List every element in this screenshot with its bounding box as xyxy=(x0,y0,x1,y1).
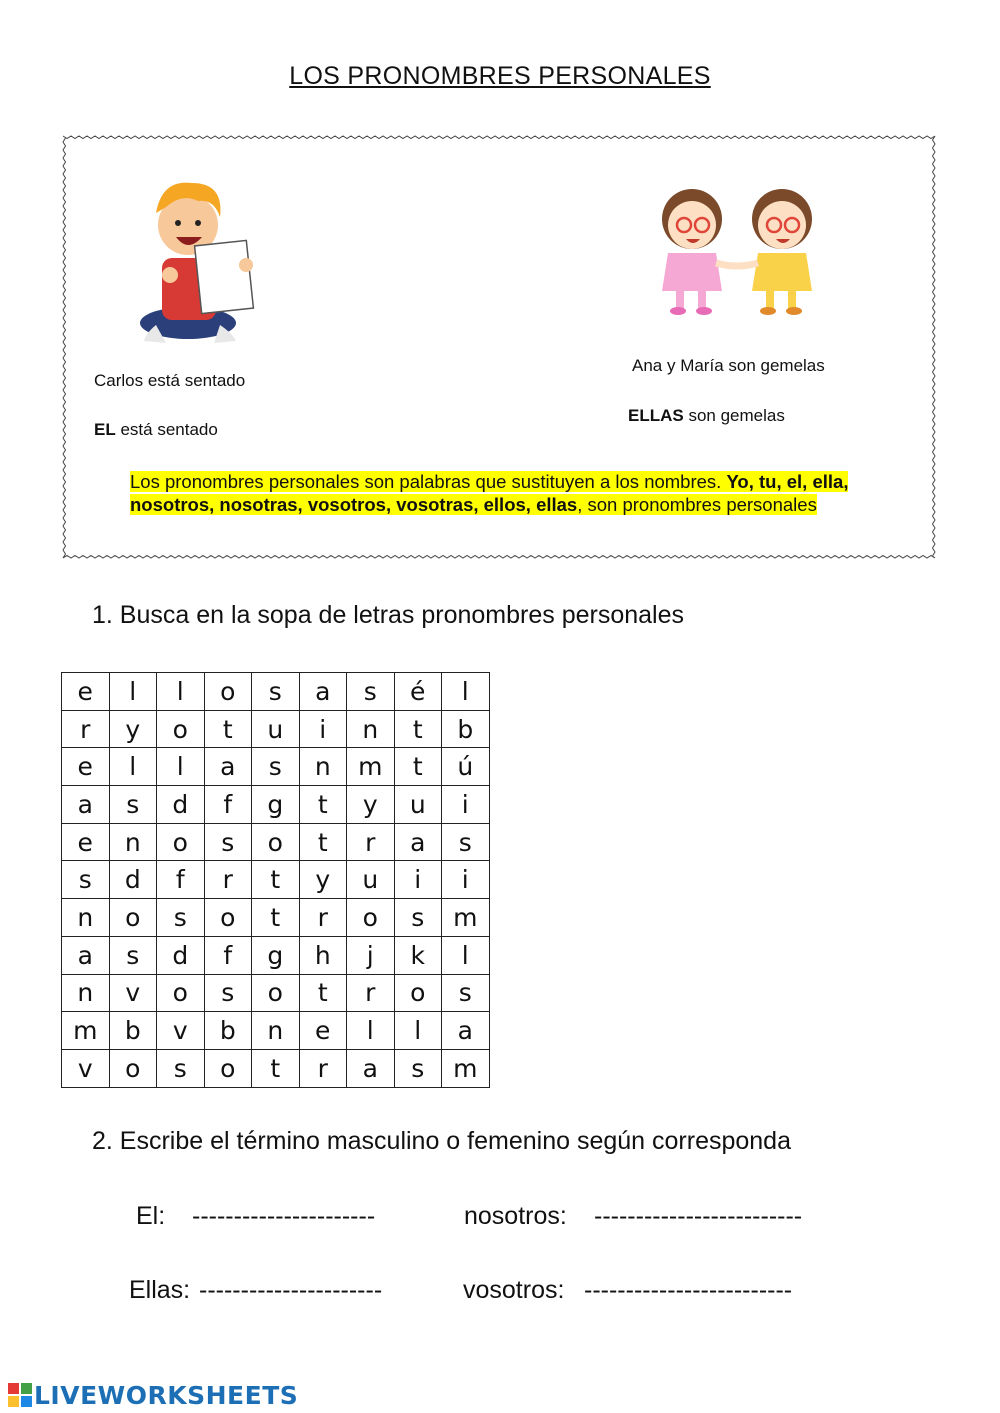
grid-row xyxy=(62,1049,490,1087)
grid-cell[interactable]: e xyxy=(62,673,110,711)
grid-cell[interactable]: s xyxy=(252,673,300,711)
grid-cell[interactable]: o xyxy=(109,1049,157,1087)
grid-cell[interactable]: t xyxy=(252,1049,300,1087)
grid-cell[interactable]: k xyxy=(394,936,442,974)
grid-cell[interactable]: n xyxy=(62,974,110,1012)
grid-cell[interactable]: y xyxy=(347,786,395,824)
grid-cell[interactable]: r xyxy=(299,899,347,937)
grid-cell[interactable]: s xyxy=(204,974,252,1012)
grid-cell[interactable]: t xyxy=(299,786,347,824)
grid-cell[interactable]: m xyxy=(347,748,395,786)
grid-row xyxy=(62,823,490,861)
grid-cell[interactable]: m xyxy=(442,899,490,937)
intro-box xyxy=(62,135,936,559)
grid-cell[interactable]: o xyxy=(204,899,252,937)
grid-cell[interactable]: l xyxy=(109,673,157,711)
grid-cell[interactable]: a xyxy=(62,786,110,824)
grid-cell[interactable]: b xyxy=(109,1012,157,1050)
grid-cell[interactable]: o xyxy=(204,1049,252,1087)
nosotros-blank[interactable]: ------------------------- xyxy=(594,1202,803,1230)
grid-cell[interactable]: r xyxy=(204,861,252,899)
definition-bold: Yo, tu, el, ella, nosotros, nosotras, vosotros, vosotras, ellos, ellas xyxy=(130,471,849,515)
question-2: 2. Escribe el término masculino o femenino según corresponda xyxy=(92,1127,791,1155)
grid-cell[interactable]: s xyxy=(442,823,490,861)
girls-caption: Ana y María son gemelas xyxy=(632,356,825,375)
grid-cell[interactable]: f xyxy=(157,861,205,899)
grid-row xyxy=(62,786,490,824)
grid-cell[interactable]: s xyxy=(394,899,442,937)
grid-cell[interactable]: e xyxy=(62,748,110,786)
grid-cell[interactable]: a xyxy=(204,748,252,786)
grid-cell[interactable]: t xyxy=(204,710,252,748)
grid-cell[interactable]: r xyxy=(62,710,110,748)
grid-row xyxy=(62,861,490,899)
grid-cell[interactable]: y xyxy=(109,710,157,748)
grid-cell[interactable]: n xyxy=(299,748,347,786)
grid-cell[interactable]: o xyxy=(157,974,205,1012)
grid-cell[interactable]: g xyxy=(252,786,300,824)
grid-cell[interactable]: l xyxy=(394,1012,442,1050)
grid-row xyxy=(62,673,490,711)
grid-cell[interactable]: t xyxy=(252,861,300,899)
boy-illustration xyxy=(136,173,266,353)
grid-cell[interactable]: i xyxy=(394,861,442,899)
grid-cell[interactable]: f xyxy=(204,786,252,824)
grid-cell[interactable]: s xyxy=(394,1049,442,1087)
grid-row xyxy=(62,974,490,1012)
grid-cell[interactable]: s xyxy=(347,673,395,711)
boy-pronoun-rest: está sentado xyxy=(115,420,218,439)
grid-cell[interactable]: d xyxy=(157,786,205,824)
grid-cell[interactable]: e xyxy=(299,1012,347,1050)
question-1: 1. Busca en la sopa de letras pronombres personales xyxy=(92,601,685,629)
grid-row xyxy=(62,710,490,748)
grid-cell[interactable]: d xyxy=(157,936,205,974)
grid-cell[interactable]: a xyxy=(62,936,110,974)
grid-cell[interactable]: o xyxy=(347,899,395,937)
grid-cell[interactable]: l xyxy=(157,673,205,711)
el-blank[interactable]: ---------------------- xyxy=(192,1202,376,1230)
grid-cell[interactable]: o xyxy=(204,673,252,711)
grid-cell[interactable]: d xyxy=(109,861,157,899)
grid-cell[interactable]: a xyxy=(347,1049,395,1087)
girls-pronoun-sentence xyxy=(628,406,785,426)
vosotros-label: vosotros: xyxy=(463,1276,565,1304)
grid-cell[interactable]: m xyxy=(62,1012,110,1050)
page-title: LOS PRONOMBRES PERSONALES xyxy=(289,62,711,90)
grid-cell[interactable]: b xyxy=(442,710,490,748)
grid-cell[interactable]: s xyxy=(442,974,490,1012)
grid-cell[interactable]: a xyxy=(394,823,442,861)
grid-cell[interactable]: b xyxy=(204,1012,252,1050)
ellas-blank[interactable]: ---------------------- xyxy=(199,1276,383,1304)
grid-cell[interactable]: l xyxy=(442,936,490,974)
girls-pronoun: ELLAS xyxy=(628,406,684,425)
grid-cell[interactable]: l xyxy=(109,748,157,786)
boy-caption: Carlos está sentado xyxy=(94,371,246,390)
grid-cell[interactable]: l xyxy=(442,673,490,711)
boy-pronoun-sentence xyxy=(94,420,218,440)
grid-cell[interactable]: t xyxy=(394,748,442,786)
vosotros-blank[interactable]: ------------------------- xyxy=(584,1276,793,1304)
grid-cell[interactable]: s xyxy=(109,786,157,824)
grid-cell[interactable]: s xyxy=(157,1049,205,1087)
grid-cell[interactable]: i xyxy=(442,861,490,899)
grid-cell[interactable]: o xyxy=(252,974,300,1012)
grid-cell[interactable]: i xyxy=(299,710,347,748)
grid-cell[interactable]: n xyxy=(347,710,395,748)
liveworksheets-logo[interactable] xyxy=(8,1378,298,1412)
word-search-grid xyxy=(61,672,490,1088)
grid-row xyxy=(62,936,490,974)
grid-cell[interactable]: l xyxy=(157,748,205,786)
grid-cell[interactable]: o xyxy=(109,899,157,937)
grid-cell[interactable]: n xyxy=(109,823,157,861)
definition-end: , son pronombres personales xyxy=(577,494,817,515)
el-label: El: xyxy=(136,1202,166,1230)
grid-cell[interactable]: u xyxy=(252,710,300,748)
grid-cell[interactable]: s xyxy=(157,899,205,937)
grid-cell[interactable]: n xyxy=(62,899,110,937)
grid-cell[interactable]: ú xyxy=(442,748,490,786)
grid-cell[interactable]: h xyxy=(299,936,347,974)
ellas-label: Ellas: xyxy=(129,1276,191,1304)
brand-text: LIVEWORKSHEETS xyxy=(34,1380,299,1410)
grid-cell[interactable]: f xyxy=(204,936,252,974)
grid-cell[interactable]: y xyxy=(299,861,347,899)
grid-cell[interactable]: t xyxy=(394,710,442,748)
grid-cell[interactable]: a xyxy=(442,1012,490,1050)
grid-cell[interactable]: j xyxy=(347,936,395,974)
grid-cell[interactable]: o xyxy=(394,974,442,1012)
grid-cell[interactable]: v xyxy=(62,1049,110,1087)
twin-girls-illustration xyxy=(646,179,832,321)
grid-cell[interactable]: n xyxy=(252,1012,300,1050)
logo-icon xyxy=(8,1383,32,1407)
grid-cell[interactable]: s xyxy=(204,823,252,861)
grid-cell[interactable]: g xyxy=(252,936,300,974)
grid-cell[interactable]: o xyxy=(252,823,300,861)
grid-cell[interactable]: t xyxy=(299,823,347,861)
grid-row xyxy=(62,899,490,937)
grid-cell[interactable]: s xyxy=(62,861,110,899)
grid-cell[interactable]: e xyxy=(62,823,110,861)
boy-pronoun: EL xyxy=(94,420,116,439)
grid-cell[interactable]: o xyxy=(157,710,205,748)
grid-row xyxy=(62,1012,490,1050)
grid-cell[interactable]: r xyxy=(347,974,395,1012)
grid-cell[interactable]: s xyxy=(109,936,157,974)
grid-cell[interactable]: l xyxy=(347,1012,395,1050)
grid-cell[interactable]: u xyxy=(347,861,395,899)
grid-cell[interactable]: r xyxy=(347,823,395,861)
grid-cell[interactable]: é xyxy=(394,673,442,711)
grid-cell[interactable]: a xyxy=(299,673,347,711)
grid-cell[interactable]: v xyxy=(157,1012,205,1050)
grid-cell[interactable]: t xyxy=(299,974,347,1012)
grid-cell[interactable]: s xyxy=(252,748,300,786)
grid-cell[interactable]: r xyxy=(299,1049,347,1087)
grid-cell[interactable]: v xyxy=(109,974,157,1012)
grid-cell[interactable]: i xyxy=(442,786,490,824)
grid-cell[interactable]: t xyxy=(252,899,300,937)
definition-plain: Los pronombres personales son palabras que sustituyen a los nombres. xyxy=(130,471,727,492)
grid-row xyxy=(62,748,490,786)
girls-pronoun-rest: son gemelas xyxy=(683,406,785,425)
nosotros-label: nosotros: xyxy=(464,1202,567,1230)
grid-cell[interactable]: o xyxy=(157,823,205,861)
grid-cell[interactable]: m xyxy=(442,1049,490,1087)
definition-text xyxy=(130,470,920,516)
grid-cell[interactable]: u xyxy=(394,786,442,824)
